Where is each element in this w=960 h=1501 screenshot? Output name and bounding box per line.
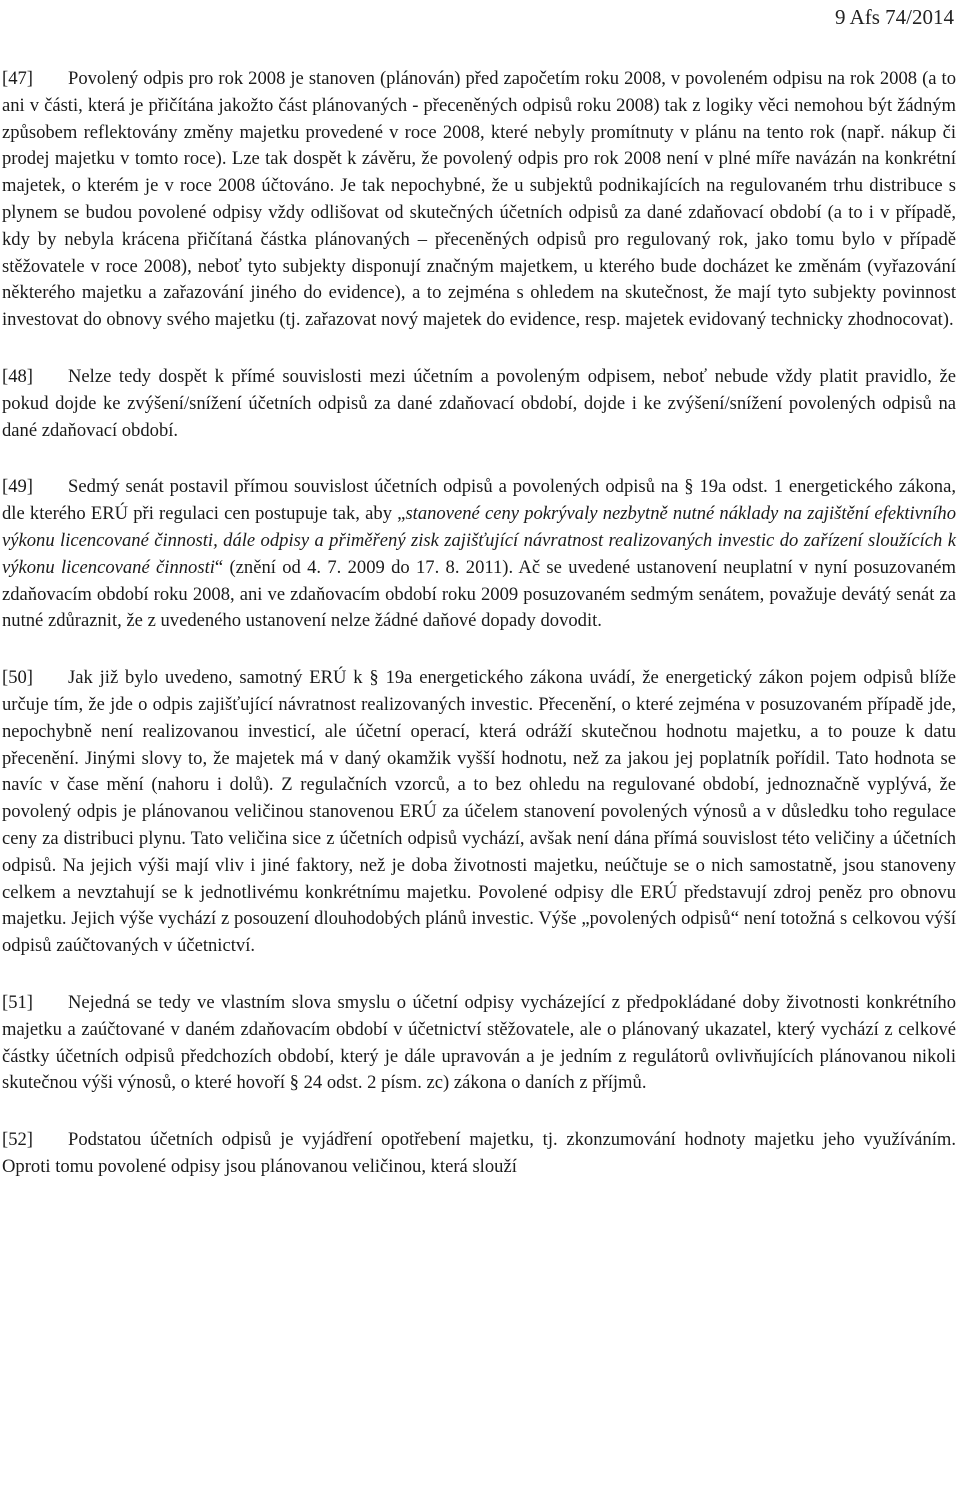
paragraph-text: Jak již bylo uvedeno, samotný ERÚ k § 19a energetického zákona uvádí, že energetický zákon pojem odpisů blíže určuje tím, že jde o odpis zajišťující návratnost realizovaných investic. Přecenění, o které zejména v posuzovaném případě jde, nepochybně není realizovanou investicí, ale účetní operací, která odráží skutečnou hodnotu majetku, a to pouze k datu přecenění. Jinými slovy to, že majetek má v daný okamžik vyšší hodnotu, než za jakou jej poplatník pořídil. Tato hodnota se navíc v čase mění (nahoru i dolů). Z regulačních vzorců, a to bez ohledu na regulované období, jednoznačně vyplývá, že povolený odpis je plánovanou veličinou stanovenou ERÚ za účelem stanovení povolených výnosů a v důsledku toho regulace ceny za distribuci plynu. Tato veličina sice z účetních odpisů vychází, avšak není dána přímá souvislost této veličiny a účetních odpisů. Na jejich výši mají vliv i jiné faktory, než je doba životnosti majetku, neúčtuje se o nich samostatně, jsou stanoveny celkem a nevztahují se k jednotlivému konkrétnímu majetku. Povolené odpisy dle ERÚ představují zdroj peněz pro obnovu majetku. Jejich výše vychází z posouzení dlouhodobých plánů investic. Výše „povolených odpisů“ není totožná s celkovou výší odpisů zaúčtovaných v účetnictví. [2, 667, 956, 957]
paragraph-number: [51] [2, 991, 33, 1013]
document-body [2, 66, 956, 1211]
paragraph-number: [50] [2, 667, 33, 689]
paragraph-number: [49] [2, 476, 33, 498]
paragraph-text: Sedmý senát postavil přímou souvislost účetních odpisů a povolených odpisů na § 19a odst. 1 energetického zákona, dle kterého ERÚ při regulaci cen postupuje tak, aby „ [2, 476, 956, 525]
case-number: 9 Afs 74/2014 [834, 5, 954, 29]
paragraph-text: Nejedná se tedy ve vlastním slova smyslu o účetní odpisy vycházející z předpokládané doby životnosti konkrétního majetku a zaúčtované v daném zdaňovacím období v účetnictví stěžovatele, ale o plánovaný ukazatel, který vychází z celkové částky účetních odpisů předchozích období, který je dále upravován a je jedním z regulátorů ovlivňujících plánovanou nikoli skutečnou výši výnosů, o které hovoří § 24 odst. 2 písm. zc) zákona o daních z příjmů. [2, 991, 956, 1094]
paragraph-49 [2, 474, 956, 635]
paragraph-text: Nelze tedy dospět k přímé souvislosti mezi účetním a povoleným odpisem, neboť nebude vždy platit pravidlo, že pokud dojde ke zvýšení/snížení účetních odpisů za dané zdaňovací období, dojde i ke zvýšení/snížení povolených odpisů na dané zdaňovací období. [2, 365, 956, 441]
statute-quote: stanovené ceny pokrývaly nezbytně nutné náklady na zajištění efektivního výkonu licencované činnosti, dále odpisy a přiměřený zisk zajišťující návratnost realizovaných investic do zařízení sloužících k výkonu licencované činnosti [2, 503, 956, 578]
paragraph-48 [2, 364, 956, 444]
paragraph-number: [47] [2, 68, 33, 89]
paragraph-50 [2, 665, 956, 960]
paragraph-number: [48] [2, 365, 33, 387]
paragraph-text: Podstatou účetních odpisů je vyjádření opotřebení majetku, tj. zkonzumování hodnoty majetku jeho využíváním. Oproti tomu povolené odpisy jsou plánovanou veličinou, která slouží [2, 1129, 956, 1177]
paragraph-text-continued: “ (znění od 4. 7. 2009 do 17. 8. 2011). Ač se uvedené ustanovení neuplatní v nyní posuzovaném zdaňovacím období roku 2008, ani ve zdaňovacím období roku 2009 posuzovaném sedmým senátem, považuje devátý senát za nutné zdůraznit, že z uvedeného ustanovení nelze žádné daňové dopady dovodit. [2, 556, 956, 632]
paragraph-number: [52] [2, 1129, 33, 1151]
paragraph-47 [2, 66, 956, 334]
paragraph-text: Povolený odpis pro rok 2008 je stanoven (plánován) před započetím roku 2008, v povoleném odpisu na rok 2008 (a to ani v části, která je přičítána jakožto část plánovaných - přeceněných odpisů roku 2008) tak z logiky věci nemohou být žádným způsobem reflektovány změny majetku provedené v roce 2008, které nebyly promítnuty v plánu na tento rok (např. nákup či prodej majetku v tomto roce). Lze tak dospět k závěru, že povolený odpis pro rok 2008 není v plné míře navázán na konkrétní majetek, o kterém je v roce 2008 účtováno. Je tak nepochybné, že u subjektů podnikajících na regulovaném trhu distribuce s plynem se budou povolené odpisy vždy odlišovat od skutečných účetních odpisů za dané zdaňovací období (a to i v případě, kdy by nebyla krácena přičítaná částka plánovaných – přeceněných odpisů pro regulovaný rok, jako tomu bylo v případě stěžovatele v roce 2008), neboť tyto subjekty disponují značným majetkem, u kterého bude docházet ke změnám (vyřazování některého majetku a zařazování jiného do evidence), a to zejména s ohledem na skutečnost, že mají tyto subjekty povinnost investovat do obnovy svého majetku (tj. zařazovat nový majetek do evidence, resp. majetek evidovaný technicky zhodnocovat). [2, 68, 956, 331]
paragraph-52 [2, 1127, 956, 1181]
paragraph-51 [2, 990, 956, 1097]
